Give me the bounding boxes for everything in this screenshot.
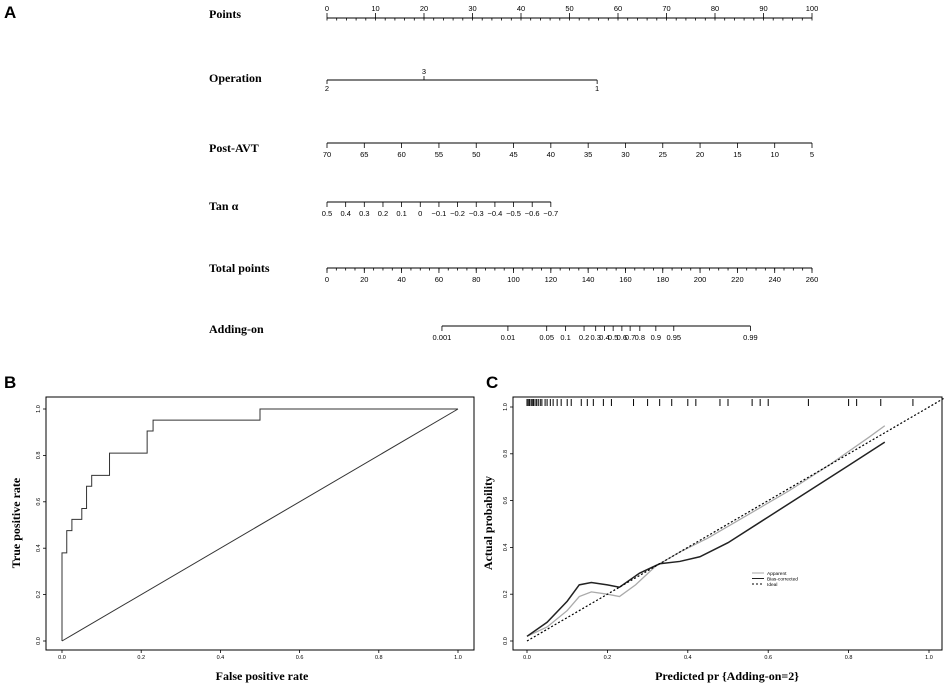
nomogram-tick-label: 100	[507, 275, 520, 284]
nomogram-tick-label: 180	[656, 275, 670, 284]
nomogram-tick-label: 160	[619, 275, 632, 284]
plot-frame	[46, 397, 474, 650]
nomogram-tick-label: 50	[565, 4, 574, 13]
legend-entry: Ideal	[767, 582, 778, 588]
nomogram-tick-label: 200	[693, 275, 707, 284]
plot-frame	[513, 397, 942, 650]
x-tick-label: 0.2	[603, 655, 612, 661]
y-tick-label: 0.0	[503, 637, 509, 645]
y-tick-label: 0.6	[503, 496, 509, 505]
nomogram-tick-label: −0.3	[468, 209, 484, 218]
nomogram-tick-label: 140	[581, 275, 595, 284]
nomogram-tick-label: 0.05	[539, 333, 555, 342]
nomogram-tick-label: 5	[809, 150, 815, 159]
nomogram-row-label: Operation	[209, 71, 262, 85]
nomogram-tick-label: 30	[468, 4, 477, 13]
x-tick-label: 0.8	[374, 655, 383, 661]
nomogram-row-label: Adding-on	[209, 322, 264, 336]
roc-panel	[9, 397, 474, 683]
x-tick-label: 0.4	[216, 655, 225, 661]
panel-label-c: C	[486, 373, 499, 392]
nomogram-tick-label: 50	[472, 150, 481, 159]
nomogram-tick-label: 0.6	[616, 333, 628, 342]
nomogram-tick-label: 0.001	[432, 333, 452, 342]
nomogram-row-label: Tan α	[209, 199, 239, 213]
nomogram-tick-label: 260	[805, 275, 819, 284]
legend-entry: Bias-corrected	[767, 577, 798, 583]
nomogram-tick-label: 0.7	[624, 333, 636, 342]
x-tick-label: 0.2	[137, 655, 146, 661]
x-tick-label: 0.6	[764, 655, 773, 661]
panel-label-b: B	[4, 373, 17, 392]
y-tick-label: 1.0	[503, 403, 509, 411]
nomogram-tick-label: −0.7	[543, 209, 559, 218]
series-line-ideal	[527, 395, 945, 641]
y-axis-label: True positive rate	[9, 477, 23, 569]
y-tick-label: 0.2	[36, 590, 42, 599]
nomogram-tick-label: 0.3	[590, 333, 601, 342]
nomogram-tick-label: 0	[324, 275, 330, 284]
x-tick-label: 0.6	[295, 655, 304, 661]
series-line-apparent	[527, 426, 885, 637]
nomogram-tick-label: 90	[759, 4, 768, 13]
nomogram-tick-label: 65	[360, 150, 369, 159]
nomogram-tick-label: 40	[516, 4, 526, 13]
nomogram-tick-label: 240	[768, 275, 781, 284]
nomogram-tick-label: 0.2	[377, 209, 389, 218]
nomogram-tick-label: 70	[662, 4, 671, 13]
nomogram-tick-label: 0.3	[359, 209, 370, 218]
nomogram-tick-label: 1	[595, 84, 600, 93]
nomogram-tick-label: 0.4	[340, 209, 351, 218]
y-tick-label: 0.6	[36, 497, 42, 506]
x-axis-label: Predicted pr {Adding-on=2}	[655, 669, 799, 683]
nomogram-tick-label: 60	[613, 4, 623, 13]
nomogram-tick-label: 55	[434, 150, 444, 159]
x-tick-label: 0.4	[683, 655, 692, 661]
y-tick-label: 0.8	[503, 449, 509, 458]
nomogram-tick-label: 0.1	[560, 333, 571, 342]
y-tick-label: 0.4	[503, 543, 509, 552]
nomogram-tick-label: 120	[544, 275, 558, 284]
nomogram-tick-label: 40	[546, 150, 555, 159]
nomogram-tick-label: 0.9	[650, 333, 662, 342]
y-tick-label: 0.4	[36, 544, 42, 553]
y-tick-label: 0.8	[36, 451, 42, 460]
nomogram-tick-label: 0.5	[607, 333, 619, 342]
x-tick-label: 0.0	[58, 655, 66, 661]
nomogram-tick-label: 0.99	[743, 333, 758, 342]
nomogram-panel	[209, 4, 818, 342]
nomogram-tick-label: −0.1	[431, 209, 447, 218]
nomogram-row-label: Total points	[209, 261, 270, 275]
nomogram-tick-label: 35	[584, 150, 593, 159]
nomogram-row-label: Post-AVT	[209, 141, 259, 155]
x-tick-label: 1.0	[454, 655, 462, 661]
nomogram-tick-label: 20	[360, 275, 369, 284]
nomogram-tick-label: 25	[658, 150, 667, 159]
panel-label-a: A	[4, 3, 17, 22]
nomogram-tick-label: 60	[397, 150, 406, 159]
nomogram-tick-label: 0	[418, 209, 423, 218]
nomogram-tick-label: 15	[733, 150, 742, 159]
calibration-panel	[481, 395, 945, 683]
nomogram-tick-label: 0.95	[666, 333, 682, 342]
nomogram-tick-label: 0	[324, 4, 330, 13]
nomogram-tick-label: 80	[710, 4, 720, 13]
y-tick-label: 0.0	[36, 637, 42, 645]
nomogram-tick-label: 60	[434, 275, 444, 284]
nomogram-tick-label: −0.6	[524, 209, 540, 218]
legend-entry: Apparent	[767, 571, 787, 577]
x-tick-label: 0.0	[523, 655, 531, 661]
nomogram-tick-label: 100	[805, 4, 819, 13]
nomogram-tick-label: 45	[509, 150, 518, 159]
nomogram-tick-label: 20	[695, 150, 705, 159]
x-axis-label: False positive rate	[215, 669, 309, 683]
nomogram-tick-label: 0.5	[321, 209, 333, 218]
nomogram-tick-label: 0.01	[500, 333, 516, 342]
nomogram-tick-label: 30	[621, 150, 630, 159]
nomogram-tick-label: 20	[419, 4, 429, 13]
nomogram-tick-label: 3	[421, 67, 427, 76]
nomogram-tick-label: 0.1	[396, 209, 407, 218]
nomogram-tick-label: −0.4	[487, 209, 503, 218]
nomogram-tick-label: 0.2	[578, 333, 590, 342]
x-tick-label: 1.0	[925, 655, 933, 661]
x-tick-label: 0.8	[844, 655, 853, 661]
nomogram-tick-label: 0.8	[634, 333, 646, 342]
y-axis-label: Actual probability	[481, 475, 495, 571]
nomogram-tick-label: −0.5	[506, 209, 521, 218]
y-tick-label: 0.2	[503, 590, 509, 599]
nomogram-row-label: Points	[209, 7, 242, 21]
nomogram-tick-label: 220	[731, 275, 744, 284]
nomogram-tick-label: 70	[322, 150, 332, 159]
nomogram-tick-label: 2	[324, 84, 330, 93]
nomogram-tick-label: 0.4	[599, 333, 610, 342]
nomogram-tick-label: 10	[770, 150, 779, 159]
nomogram-tick-label: 80	[472, 275, 481, 284]
nomogram-tick-label: 10	[371, 4, 380, 13]
nomogram-tick-label: −0.2	[450, 209, 465, 218]
reference-diagonal-line	[62, 409, 458, 641]
nomogram-tick-label: 40	[397, 275, 406, 284]
y-tick-label: 1.0	[36, 405, 42, 413]
